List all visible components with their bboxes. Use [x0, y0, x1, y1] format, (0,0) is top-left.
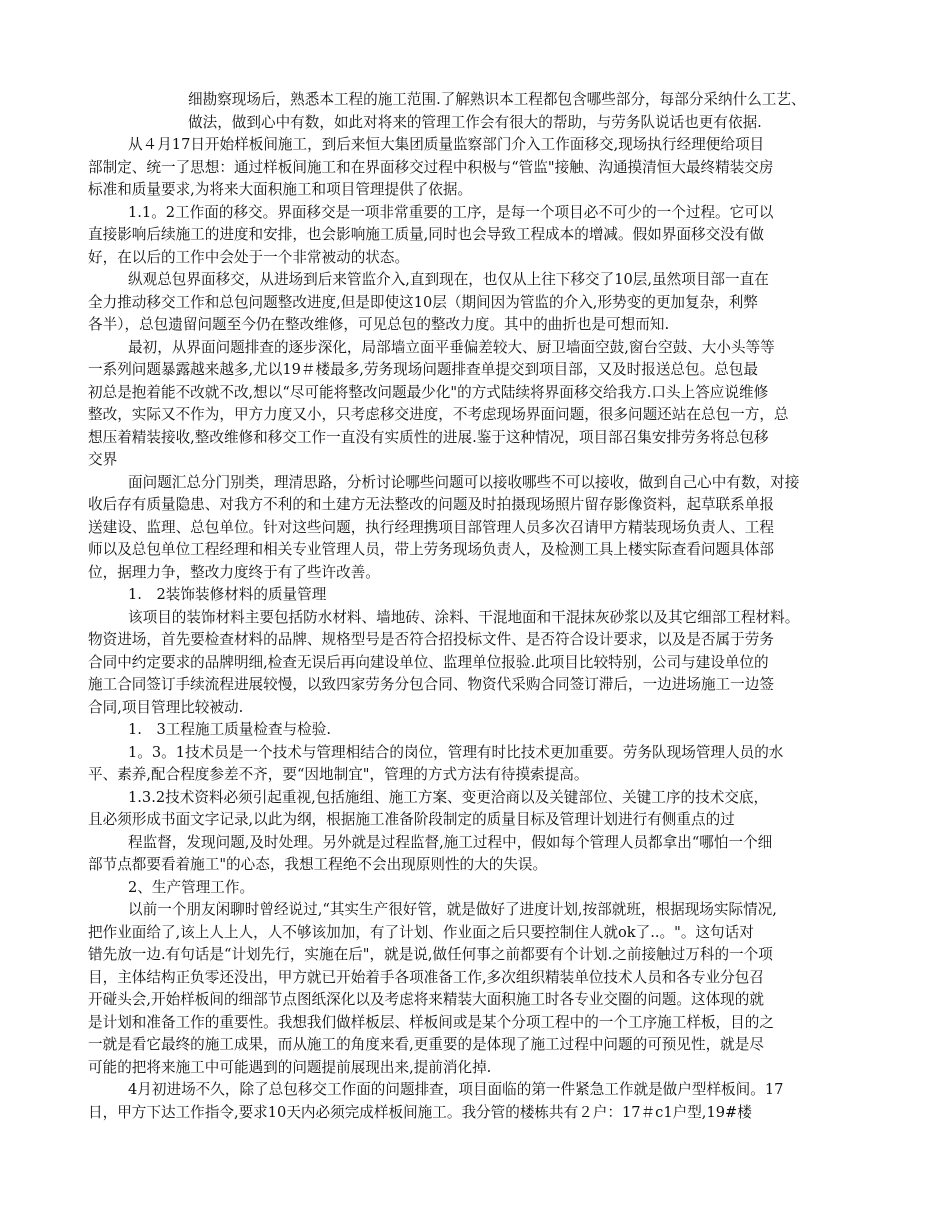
text-line: 好，在以后的工作中会处于一个非常被动的状态。 [88, 248, 410, 266]
text-line: 且必须形成书面文字记录,以此为纲，根据施工准备阶段制定的质量目标及管理计划进行有侧重点的过 [88, 811, 735, 828]
text-line: 开碰头会,开始样板间的细部节点图纸深化以及考虑将来精装大面积施工时各专业交圈的问题。这体现的就 [88, 991, 764, 1008]
paragraph-start-line: 1。3。1技术员是一个技术与管理相结合的岗位，管理有时比技术更加重要。劳务队现场管理人员的水 [128, 743, 784, 761]
text-line: 部制定、统一了思想：通过样板间施工和在界面移交过程中积极与“管监"接触、沟通摸清恒大最终精装交房 [88, 158, 774, 176]
text-line: 初总是抱着能不改就不改,想以“尽可能将整改问题最少化"的方式陆续将界面移交给我方.口头上答应说维修 [88, 383, 769, 401]
text-line: 程监督，发现问题,及时处理。另外就是过程监督,施工过程中，假如每个管理人员都拿出“哪怕一个细 [128, 833, 773, 851]
text-line: 交界 [88, 451, 118, 468]
text-line: 可能的把将来施工中可能遇到的问题提前展现出来,提前消化掉. [88, 1058, 492, 1076]
text-line: 送建设、监理、总包单位。针对这些问题，执行经理携项目部管理人员多次召请甲方精装现场负责人、工程 [88, 518, 774, 536]
text-line: 部节点都要看着施工"的心态，我想工程绝不会出现原则性的大的失误。 [88, 856, 548, 873]
text-line: 把作业面给了,该上人上人，人不够该加加，有了计划、作业面之后只要控制住人就ok了..。"。这句话对 [88, 923, 754, 941]
text-line: 平、素养,配合程度参差不齐，要“因地制宜"，管理的方式方法有待摸索提高。 [88, 766, 589, 783]
paragraph-start-line: 1.3.2技术资料必须引起重视,包括施组、施工方案、变更洽商以及关键部位、关键工序的技术交底， [128, 788, 769, 806]
text-line: 日，甲方下达工作指令,要求10天内必须完成样板间施工。我分管的楼栋共有２户：17＃c1户型,19#楼 [88, 1103, 752, 1121]
text-line: 做法，做到心中有数，如此对将来的管理工作会有很大的帮助，与劳务队说话也更有依据. [188, 113, 762, 131]
paragraph-start-line: 该项目的装饰材料主要包括防水材料、墙地砖、涂料、干混地面和干混抹灰砂浆以及其它细部工程材料。 [128, 608, 800, 626]
text-line: 想压着精装接收,整改维修和移交工作一直没有实质性的进展.鉴于这种情况，项目部召集安排劳务将总包移 [88, 428, 769, 446]
text-line: 收后存有质量隐患、对我方不利的和土建方无法整改的问题及时拍摄现场照片留存影像资料，起草联系单报 [88, 496, 774, 513]
text-line: 全力推动移交工作和总包问题整改进度,但是即使这10层（期间因为管监的介入,形势变的更加复杂，利弊 [88, 293, 758, 311]
text-line: 细勘察现场后，熟悉本工程的施工范围.了解熟识本工程都包含哪些部分，每部分采纳什么工艺、 [188, 91, 806, 108]
paragraph-start-line: 从４月17日开始样板间施工，到后来恒大集团质量监察部门介入工作面移交,现场执行经理便给项目 [128, 136, 765, 153]
text-line: 一系列问题暴露越来越多,尤以19＃楼最多,劳务现场问题排查单提交到项目部，又及时报送总包。总包最 [88, 361, 758, 378]
section-heading-line: 1. 2装饰装修材料的质量管理 [128, 586, 327, 603]
text-line: 合同中约定要求的品牌明细,检查无误后再向建设单位、监理单位报验.此项目比较特别，公司与建设单位的 [88, 653, 769, 671]
text-line: 师以及总包单位工程经理和相关专业管理人员，带上劳务现场负责人，及检测工具上楼实际查看问题具体部 [88, 541, 774, 558]
text-line: 错先放一边.有句话是“计划先行，实施在后"，就是说,做任何事之前都要有个计划.之前接触过万科的一个项 [88, 946, 773, 963]
text-line: 标准和质量要求,为将来大面积施工和项目管理提供了依据。 [88, 181, 473, 198]
text-line: 施工合同签订手续流程进展较慢，以致四家劳务分包合同、物资代采购合同签订滞后，一边进场施工一边签 [88, 676, 774, 693]
paragraph-start-line: 纵观总包界面移交，从进场到后来管监介入,直到现在，也仅从上往下移交了10层,虽然项目部一直在 [128, 271, 769, 288]
text-line: 位，据理力争，整改力度终于有了些许改善。 [88, 563, 380, 581]
text-line: 目，主体结构正负零还没出，甲方就已开始着手各项准备工作,多次组织精装单位技术人员和各专业分包召 [88, 968, 764, 986]
text-line: 整改，实际又不作为，甲方力度又小，只考虑移交进度，不考虑现场界面问题，很多问题还站在总包一方，总 [88, 406, 789, 423]
text-line: 一就是看它最终的施工成果，而从施工的角度来看,更重要的是体现了施工过程中问题的可预见性，就是尽 [88, 1036, 764, 1053]
paragraph-start-line: 面问题汇总分门别类，理清思路，分析讨论哪些问题可以接收哪些不可以接收，做到自己心中有数，对接 [128, 473, 800, 491]
text-line: 物资进场，首先要检查材料的品牌、规格型号是否符合招投标文件、是否符合设计要求，以及是否属于劳务 [88, 631, 774, 648]
text-line: 是计划和准备工作的重要性。我想我们做样板层、样板间或是某个分项工程中的一个工序施工样板，目的之 [88, 1013, 774, 1031]
text-line: 合同,项目管理比较被动. [88, 698, 244, 716]
section-heading-line: 2、生产管理工作。 [128, 878, 255, 896]
paragraph-start-line: 4月初进场不久，除了总包移交工作面的问题排查，项目面临的第一件紧急工作就是做户型样板间。17 [128, 1081, 784, 1098]
paragraph-start-line: 以前一个朋友闲聊时曾经说过,“其实生产很好管，就是做好了进度计划,按部就班，根据现场实际情况, [128, 901, 777, 918]
paragraph-start-line: 最初，从界面问题排查的逐步深化，局部墙立面平垂偏差较大、厨卫墙面空鼓,窗台空鼓、大小头等等 [128, 338, 775, 356]
section-heading-line: 1.1。2工作面的移交。界面移交是一项非常重要的工序，是每一个项目必不可少的一个过程。它可以 [128, 203, 774, 221]
section-heading-line: 1. 3工程施工质量检查与检验. [128, 721, 331, 738]
text-line: 直接影响后续施工的进度和安排，也会影响施工质量,同时也会导致工程成本的增减。假如界面移交没有做 [88, 226, 764, 243]
text-line: 各半），总包遗留问题至今仍在整改维修，可见总包的整改力度。其中的曲折也是可想而知. [88, 316, 670, 333]
